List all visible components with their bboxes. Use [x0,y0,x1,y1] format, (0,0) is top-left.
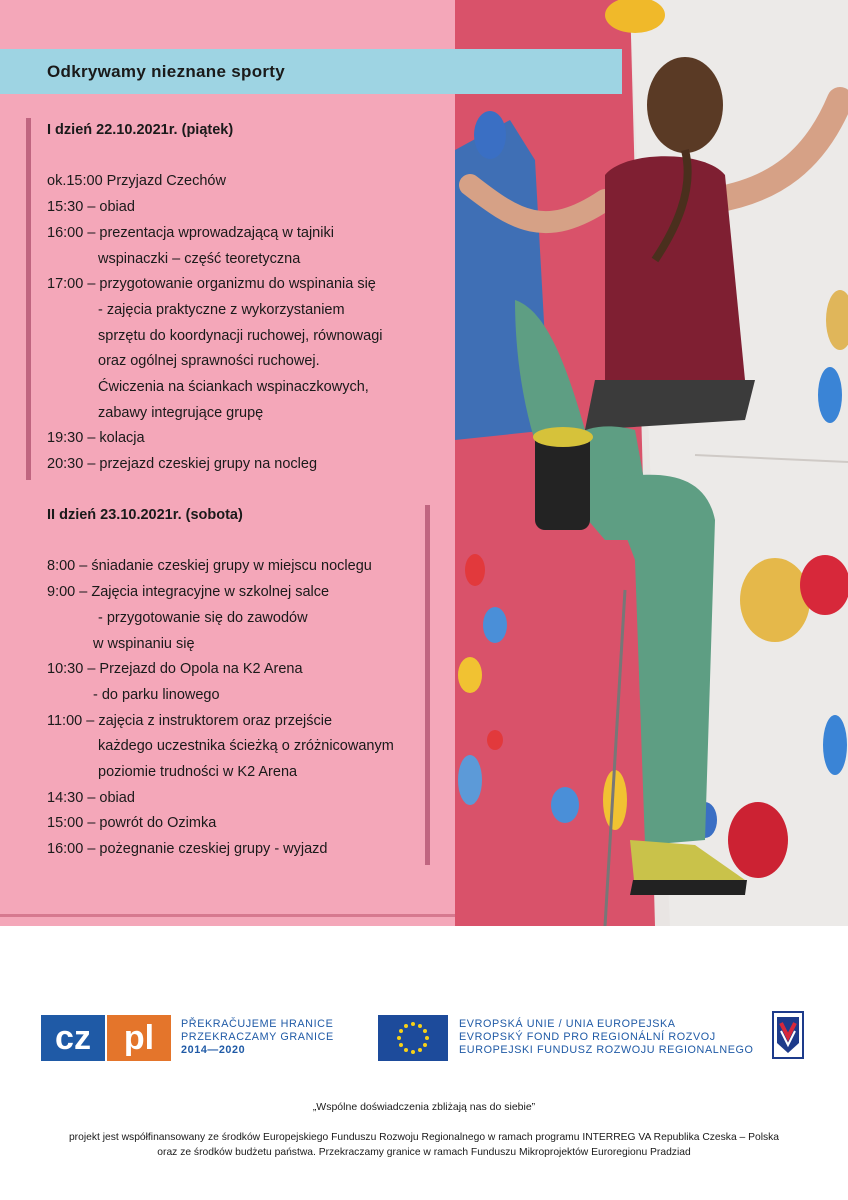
euroregion-badge-icon [772,1011,804,1059]
spacer [47,529,394,555]
schedule-line: 11:00 – zajęcia z instruktorem oraz przejście [47,712,333,729]
schedule-line: oraz ogólnej sprawności ruchowej. [98,353,320,370]
eu-line-3: EUROPEJSKI FUNDUSZ ROZWOJU REGIONALNEGO [459,1044,754,1056]
czpl-logo [41,1015,334,1066]
schedule-line: ok.15:00 Przyjazd Czechów [47,173,226,190]
schedule-line: 16:00 – prezentacja wprowadzającą w tajniki [47,224,334,241]
panel-divider [0,914,455,917]
spacer [47,144,383,170]
schedule-line: poziomie trudności w K2 Arena [98,764,298,781]
accent-line-day1 [26,118,31,480]
schedule-line: 16:00 – pożegnanie czeskiej grupy - wyjazd [47,841,328,858]
eu-line-1: EVROPSKÁ UNIE / UNIA EUROPEJSKA [459,1018,676,1030]
czpl-line-pl: PRZEKRACZAMY GRANICE [181,1031,334,1043]
czpl-cz-mark: cz [41,1015,105,1061]
title-bar [0,49,622,94]
schedule-line: zabawy integrujące grupę [98,404,264,421]
day2-schedule [47,503,394,863]
motto: „Wspólne doświadczenia zbliżają nas do siebie” [312,1101,536,1113]
schedule-line: - zajęcia praktyczne z wykorzystaniem [98,301,345,318]
day2-heading: II dzień 23.10.2021r. (sobota) [47,507,243,523]
day1-heading: I dzień 22.10.2021r. (piątek) [47,122,234,138]
czpl-line-cz: PŘEKRAČUJEME HRANICE [181,1018,334,1030]
schedule-line: - przygotowanie się do zawodów [98,609,308,626]
schedule-line: 10:30 – Przejazd do Opola na K2 Arena [47,661,303,678]
funding-line-2: oraz ze środków budżetu państwa. Przekraczamy granice w ramach Funduszu Mikroprojektów Euroregionu Pradziad [157,1147,691,1158]
schedule-line: 15:30 – obiad [47,199,135,216]
climbing-photo [455,0,848,926]
schedule-line: 19:30 – kolacja [47,430,145,447]
schedule-line: 9:00 – Zajęcia integracyjne w szkolnej salce [47,584,330,601]
schedule-line: wspinaczki – część teoretyczna [98,250,301,267]
eu-flag-icon [378,1015,448,1061]
czpl-years: 2014—2020 [181,1044,246,1056]
schedule-line: każdego uczestnika ścieżką o zróżnicowanym [98,738,394,755]
schedule-line: 8:00 – śniadanie czeskiej grupy w miejscu noclegu [47,558,372,575]
schedule-line: w wspinaniu się [93,635,195,652]
schedule-line: 14:30 – obiad [47,789,135,806]
schedule-line: sprzętu do koordynacji ruchowej, równowagi [98,327,383,344]
eu-line-2: EVROPSKÝ FOND PRO REGIONÁLNÍ ROZVOJ [459,1031,716,1043]
schedule-line: - do parku linowego [93,686,220,703]
schedule-line: 15:00 – powrót do Ozimka [47,815,217,832]
page-title: Odkrywamy nieznane sporty [47,62,286,81]
schedule-line: Ćwiczenia na ściankach wspinaczkowych, [98,379,369,396]
schedule-line: 20:30 – przejazd czeskiej grupy na nocleg [47,456,318,473]
funding-note [0,1130,848,1160]
czpl-pl-mark: pl [107,1015,171,1061]
day1-schedule [47,118,383,478]
funding-line-1: projekt jest współfinansowany ze środków Europejskiego Funduszu Rozwoju Regionalnego w ramach programu INTERREG VA Republika Czeska – Polska [68,1132,780,1143]
schedule-line: 17:00 – przygotowanie organizmu do wspinania się [47,276,376,293]
accent-line-day2 [425,505,430,865]
